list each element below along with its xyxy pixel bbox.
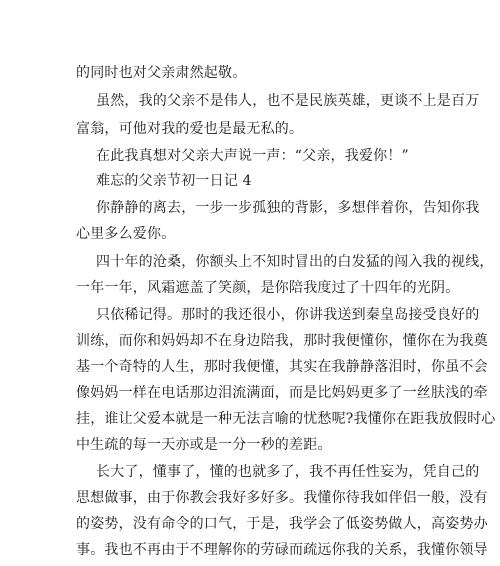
text-line: 的姿势，没有命令的口气，于是，我学会了低姿势做人，高姿势办: [76, 516, 488, 532]
text-line: 长大了，懂事了，懂的也就多了，我不再任性妄为，凭自己的: [96, 464, 480, 480]
text-line: 你静静的离去，一步一步孤独的背影，多想伴着你，告知你我: [96, 200, 480, 216]
text-line: 挂，谁让父爱本就是一种无法言喻的忧愁呢?我懂你在距我放假时心: [76, 411, 496, 427]
text-line: 心里多么爱你。: [76, 226, 176, 242]
text-line: 在此我真想对父亲大声说一声：“父亲，我爱你！”: [96, 148, 409, 164]
text-line: 富翁，可他对我的爱也是最无私的。: [76, 121, 304, 137]
text-line: 只依稀记得。那时的我还很小，你讲我送到秦皇岛接受良好的: [96, 307, 480, 323]
text-line: 一年一年，风霜遮盖了笑颜，是你陪我度过了十四年的光阴。: [76, 280, 460, 296]
section-heading: 难忘的父亲节初一日记 4: [96, 173, 252, 189]
text-line: 基一个奇特的人生，那时我便懂，其实在我静静落泪时，你虽不会: [76, 359, 488, 375]
text-line: 思想做事，由于你教会我好多好多。我懂你待我如伴侣一般，没有: [76, 490, 488, 506]
text-line: 像妈妈一样在电话那边泪流满面，而是比妈妈更多了一丝肤浅的牵: [76, 385, 488, 401]
text-line: 训练，而你和妈妈却不在身边陪我，那时我便懂你，懂你在为我奠: [76, 333, 488, 349]
text-line: 虽然，我的父亲不是伟人，也不是民族英雄，更谈不上是百万: [96, 93, 480, 109]
text-line: 的同时也对父亲肃然起敬。: [76, 65, 247, 81]
text-line: 事。我也不再由于不理解你的劳碌而疏远你我的关系，我懂你领导: [76, 542, 488, 558]
text-line: 四十年的沧桑，你额头上不知时冒出的白发猛的闯入我的视线，: [96, 254, 494, 270]
text-line: 中生疏的每一天亦或是一分一秒的差距。: [76, 437, 332, 453]
